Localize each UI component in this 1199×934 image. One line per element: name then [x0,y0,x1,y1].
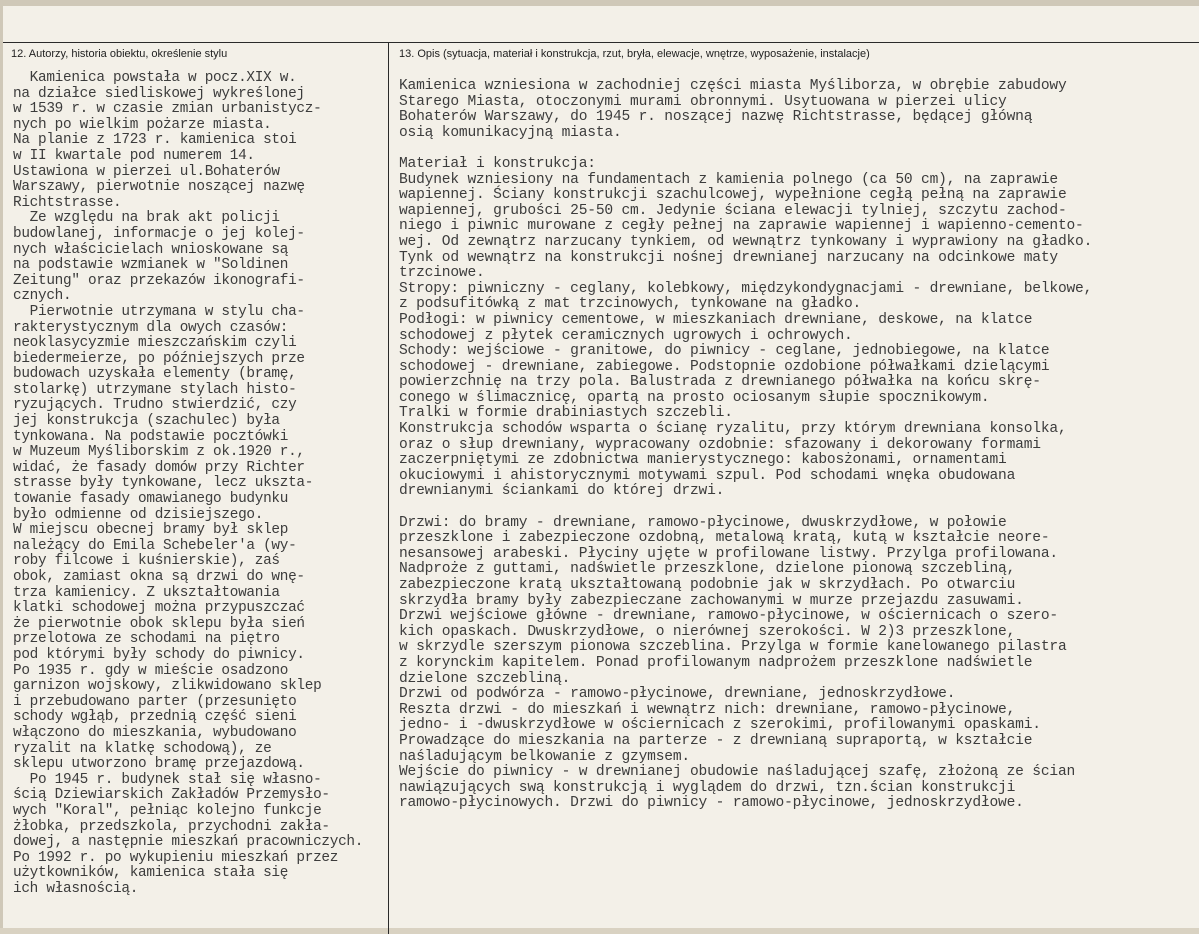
column-divider [388,42,389,934]
section-13-heading: 13. Opis (sytuacja, materiał i konstrukcja, rzut, bryła, elewacje, wnętrze, wyposażenie, instalacje) [399,48,870,60]
section-12-heading: 12. Autorzy, historia obiektu, określenie stylu [11,48,228,60]
header-rule [3,42,1199,43]
description-text: Kamienica wzniesiona w zachodniej części miasta Myśliborza, w obrębie zabudowy Starego Miasta, otoczonymi murami obronnymi. Usytuowana w pierzei ulicy Bohaterów Warszawy, do 1945 r. noszącej nazwę Richtstrasse, będącej główną osią komunikacyjną miasta. Materiał i konstrukcja: Budynek wzniesiony na fundamentach z kamienia polnego (ca 50 cm), na zaprawie wapiennej. Ściany konstrukcji szachulcowej, wypełnione cegłą pełną na zaprawie wapiennej, grubości 25-50 cm. Jedynie ściana elewacji tylniej, szczytu zachod- niego i piwnic murowane z cegły pełnej na zaprawie wapiennej i wapienno-cemento- wej. Od zewnątrz narzucany tynkiem, od wewnątrz tynkowany i wyprawiony na gładko. Tynk od wewnątrz na konstrukcji nośnej drewnianej narzucany na odcinkowe maty trzcinowe. Stropy: piwniczny - ceglany, kolebkowy, międzykondygnacjami - drewniane, belkowe, z podsufitówką z mat trzcinowych, tynkowane na gładko. Podłogi: w piwnicy cementowe, w mieszkaniach drewniane, deskowe, na klatce schodowej z płytek ceramicznych ugrowych i ochrowych. Schody: wejściowe - granitowe, do piwnicy - ceglane, jednobiegowe, na klatce schodowej - drewniane, zabiegowe. Podstopnie ozdobione półwałkami dzielącymi powierzchnię na trzy pola. Balustrada z drewnianego półwałka na końcu skrę- conego w ślimacznicę, opartą na prosto ociosanym słupie spocznikowym. Tralki w formie drabiniastych szczebli. Konstrukcja schodów wsparta o ścianę ryzalitu, przy którym drewniana konsolka, oraz o słup drewniany, wypracowany ozdobnie: sfazowany i dekorowany formami zaczerpniętymi ze zdobnictwa manierystycznego: kabosżonami, ornamentami okuciowymi i ahistorycznymi motywami szpul. Pod schodami wnęka obudowana drewnianymi ściankami do której drzwi. Drzwi: do bramy - drewniane, ramowo-płycinowe, dwuskrzydłowe, w połowie przeszklone i zabezpieczone ozdobną, metalową kratą, kutą w kształcie neore- nesansowej arabeski. Płyciny ujęte w profilowane listwy. Przylga profilowana. Nadproże z guttami, nadświetle przeszklone, dzielone pionową szczebliną, zabezpieczone kratą ukształtowaną podobnie jak w skrzydłach. Po otwarciu skrzydła bramy były zabezpieczane zachowanymi w murze przejazdu zasuwami. Drzwi wejściowe główne - drewniane, ramowo-płycinowe, w ościernicach o szero- kich opaskach. Dwuskrzydłowe, o nierównej szerokości. W 2)3 przeszklone, w skrzydle szerszym pionowa szczeblina. Przylga w formie kanelowanego pilastra z korynckim kapitelem. Ponad profilowanym nadprożem przeszklone nadświetle dzielone szczebliną. Drzwi od podwórza - ramowo-płycinowe, drewniane, jednoskrzydłowe. Reszta drzwi - do mieszkań i wewnątrz nich: drewniane, ramowo-płycinowe, jedno- i -dwuskrzydłowe w ościernicach z szerokimi, profilowanymi opaskami. Prowadzące do mieszkania na parterze - z drewnianą supraportą, w kształcie naśladującym belkowanie z gzymsem. Wejście do piwnicy - w drewnianej obudowie naśladującej szafę, złożoną ze ścian nawiązujących swą konstrukcją i wyglądem do drzwi, tzn.ścian konstrukcji ramowo-płycinowych. Drzwi do piwnicy - ramowo-płycinowe, jednoskrzydłowe. [399,78,1093,812]
history-text: Kamienica powstała w pocz.XIX w. na działce siedliskowej wykreślonej w 1539 r. w czasie zmian urbanistycz- nych po wielkim pożarze miasta. Na planie z 1723 r. kamienica stoi w II kwartale pod numerem 14. Ustawiona w pierzei ul.Bohaterów Warszawy, pierwotnie noszącej nazwę Richtstrasse. Ze względu na brak akt policji budowlanej, informacje o jej kolej- nych właścicielach wnioskowane są na podstawie wzmianek w "Soldinen Zeitung" oraz przekazów ikonografi- cznych. Pierwotnie utrzymana w stylu cha- rakterystycznym dla owych czasów: neoklasycyzmie mieszczańskim czyli biedermeierze, po późniejszych prze budowach uzyskała elementy (bramę, stolarkę) utrzymane stylach histo- ryzujących. Trudno stwierdzić, czy jej konstrukcja (szachulec) była tynkowana. Na podstawie pocztówki w Muzeum Myśliborskim z ok.1920 r., widać, że fasady domów przy Richter strasse były tynkowane, lecz ukszta- towanie fasady omawianego budynku było odmienne od dzisiejszego. W miejscu obecnej bramy był sklep należący do Emila Schebeler'a (wy- roby filcowe i kuśnierskie), zaś obok, zamiast okna są drzwi do wnę- trza kamienicy. Z ukształtowania klatki schodowej można przypuszczać że pierwotnie obok sklepu była sień przelotowa ze schodami na piętro pod którymi były schody do piwnicy. Po 1935 r. gdy w mieście osadzono garnizon wojskowy, zlikwidowano sklep i przebudowano parter (przesunięto schody wgłąb, przednią część sieni włączono do mieszkania, wybudowano ryzalit na klatkę schodową), ze sklepu utworzono bramę przejazdową. Po 1945 r. budynek stał się własno- ścią Dziewiarskich Zakładów Przemysło- wych "Koral", pełniąc kolejno funkcje żłobka, przedszkola, przychodni zakła- dowej, a następnie mieszkań pracowniczych. Po 1992 r. po wykupieniu mieszkań przez użytkowników, kamienica stała się ich własnością. [13,70,364,897]
